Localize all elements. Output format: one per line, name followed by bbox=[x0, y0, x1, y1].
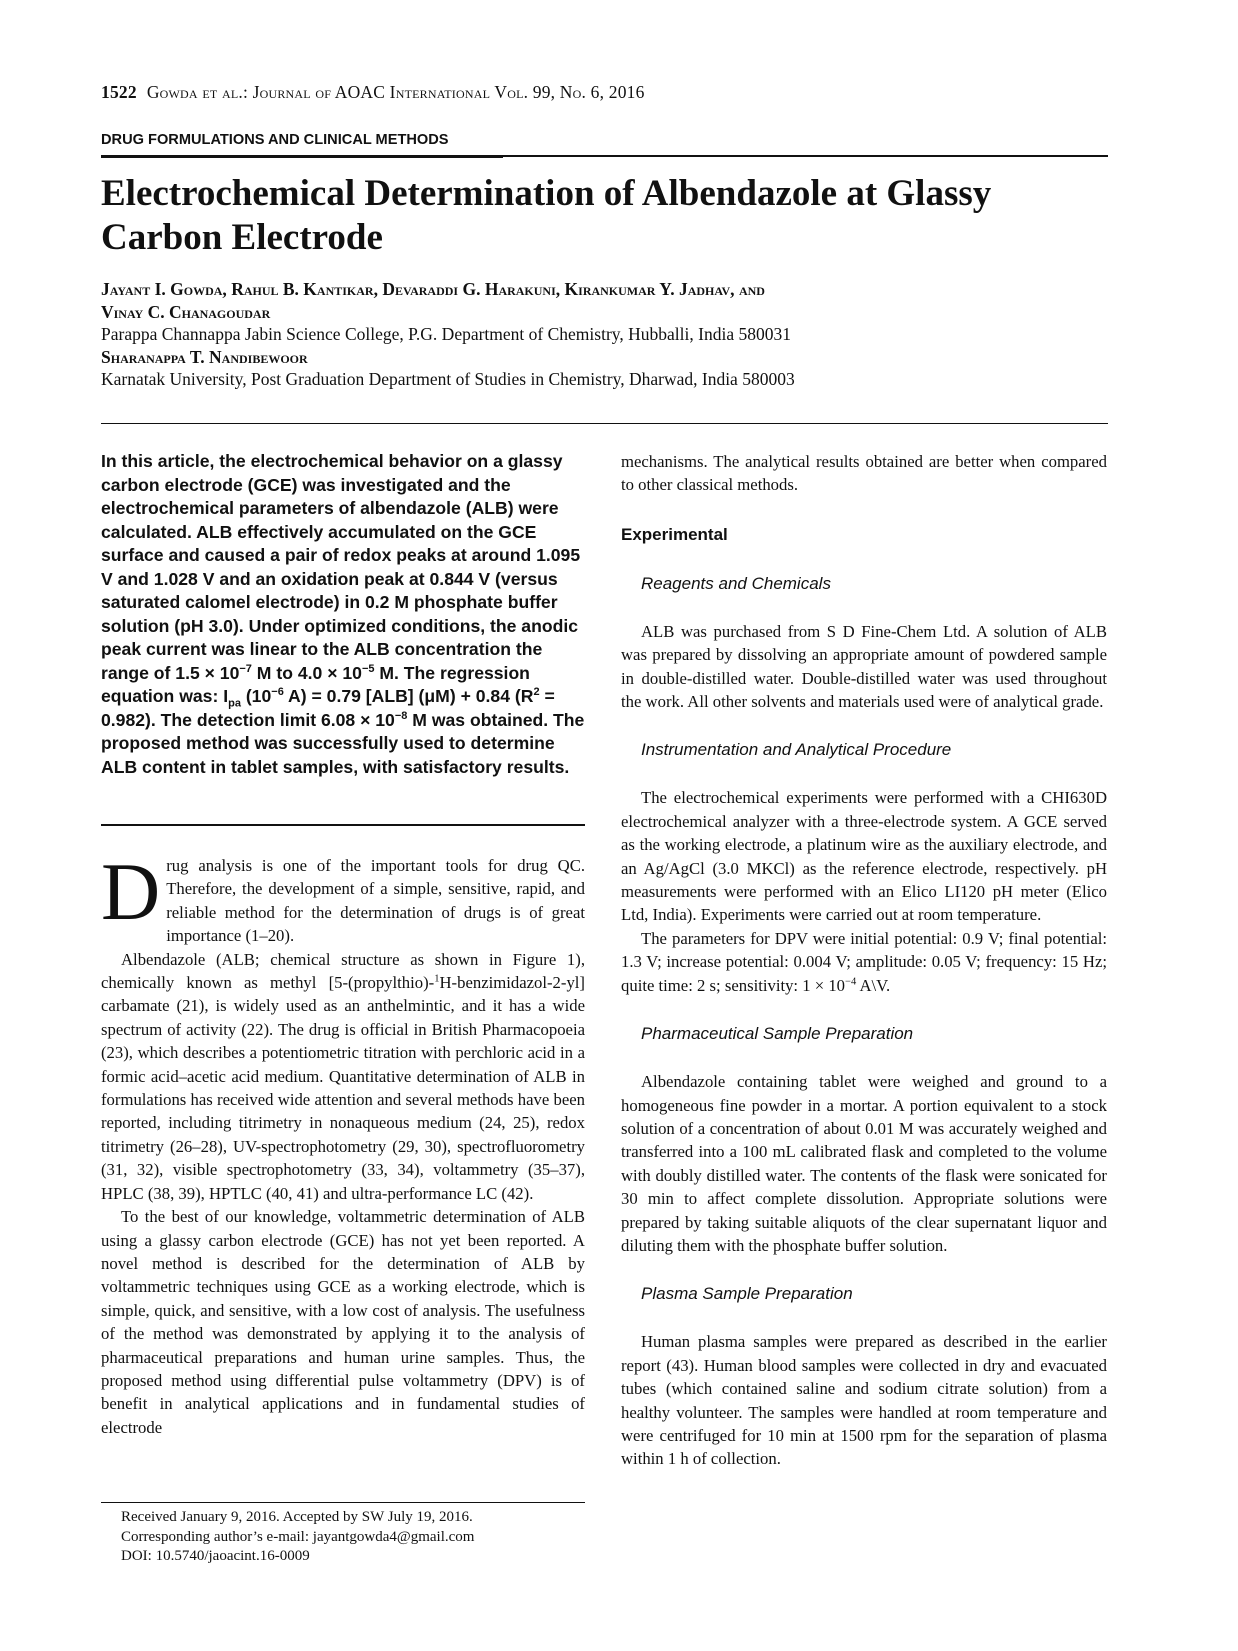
abstract-text: In this article, the electrochemical behavior on a glassy carbon electrode (GCE) was investigated and the electrochemical parameters of albendazole (ALB) were calculated. ALB effectively accumulated on the GCE surface and caused a pair of redox peaks at around 1.095 V and 1.028 V and an oxidation peak at 0.844 V (versus saturated calomel electrode) in 0.2 M phosphate buffer solution (pH 3.0). Under optimized conditions, the anodic peak current was linear to the ALB concentration the range of 1.5 × 10 bbox=[101, 451, 581, 683]
abstract-text: M was obtained. The proposed method was successfully used to determine ALB content in tablet samples, with satisfactory results. bbox=[101, 709, 585, 777]
author-name: Sharanappa T. Nandibewoor bbox=[101, 346, 308, 367]
abstract-text: A) = 0.79 [ALB] (μM) + 0.84 (R bbox=[283, 686, 534, 706]
affiliation-1: Parappa Channappa Jabin Science College, P.G. Department of Chemistry, Hubballi, India 580031 bbox=[101, 324, 791, 344]
subheading-reagents: Reagents and Chemicals bbox=[641, 573, 831, 593]
section-heading-experimental: Experimental bbox=[621, 524, 728, 544]
body-text: Albendazole (ALB; chemical structure as shown in Figure 1), chemically known as methyl [5-(propylthio)- bbox=[101, 949, 585, 993]
section-label: DRUG FORMULATIONS AND CLINICAL METHODS bbox=[101, 132, 449, 148]
drop-cap: D bbox=[101, 846, 161, 937]
intro-paragraph bbox=[101, 846, 585, 948]
article-title bbox=[101, 172, 1101, 260]
author-name: Jayant I. Gowda, bbox=[101, 279, 227, 299]
author-divider bbox=[101, 423, 1108, 424]
body-text: A\V. bbox=[856, 975, 891, 995]
abstract-exponent: −7 bbox=[239, 662, 252, 675]
abstract-exponent: 2 bbox=[533, 686, 540, 699]
footnote-email: Corresponding author’s e-mail: jayantgowda4@gmail.com bbox=[121, 1528, 475, 1545]
superscript: 1 bbox=[434, 973, 440, 985]
author-block bbox=[101, 278, 1108, 391]
author-name: Kirankumar Y. Jadhav, bbox=[564, 279, 735, 299]
page-number: 1522 bbox=[101, 82, 137, 102]
abstract-text: M to 4.0 × 10 bbox=[251, 662, 362, 683]
body-paragraph: To the best of our knowledge, voltammetric determination of ALB using a glassy carbon electrode (GCE) has not yet been reported. A novel method is described for the determination of ALB by voltammetric techniques using GCE as a working electrode, which is simple, quick, and sensitive, with a low cost of analysis. The usefulness of the method was demonstrated by applying it to the analysis of pharmaceutical preparations and human urine samples. Thus, the proposed method using differential pulse voltammetry (DPV) is of benefit in analytical applications and in fundamental studies of electrode bbox=[101, 1207, 585, 1437]
author-conjunction: and bbox=[738, 279, 765, 299]
abstract-text: M. The regression equation was: I bbox=[101, 662, 530, 706]
abstract-subscript: pa bbox=[228, 697, 241, 710]
body-paragraph: Albendazole containing tablet were weighed and ground to a homogeneous fine powder in a mortar. A portion equivalent to a stock solution of a concentration of about 0.01 M was accurately weighed and transferred into a 100 mL calibrated flask and completed to the volume with doubly distilled water. The contents of the flask were sonicated for 30 min to affect complete dissolution. Appropriate solutions were prepared by taking suitable aliquots of the clear supernatant liquor and diluting them with the phosphate buffer solution. bbox=[621, 1072, 1107, 1255]
abstract-divider bbox=[101, 824, 585, 826]
right-column bbox=[621, 450, 1107, 1471]
continuation-paragraph: mechanisms. The analytical results obtained are better when compared to other classical methods. bbox=[621, 452, 1107, 495]
intro-text: rug analysis is one of the important tools for drug QC. Therefore, the development of a simple, sensitive, rapid, and reliable method for the determination of drugs is of great importance (1–20). bbox=[166, 856, 585, 946]
abstract-text: = 0.982). The detection limit 6.08 × 10 bbox=[101, 686, 555, 730]
running-header bbox=[101, 82, 645, 103]
body-text: The parameters for DPV were initial potential: 0.9 V; final potential: 1.3 V; increase potential: 0.004 V; amplitude: 0.05 V; frequency: 15 Hz; quite time: 2 s; sensitivity: 1 × 10 bbox=[621, 928, 1107, 995]
left-column bbox=[101, 846, 585, 1439]
footnote-rule bbox=[101, 1502, 585, 1503]
abstract-exponent: −5 bbox=[361, 662, 375, 675]
author-name: Vinay C. Chanagoudar bbox=[101, 301, 271, 322]
footnote-doi: DOI: 10.5740/jaoacint.16-0009 bbox=[121, 1548, 310, 1564]
body-paragraph bbox=[621, 927, 1107, 997]
author-name: Devaraddi G. Harakuni, bbox=[382, 279, 561, 299]
author-name: Rahul B. Kantikar, bbox=[231, 279, 378, 299]
section-label-underline bbox=[101, 155, 503, 158]
body-text: H-benzimidazol-2-yl] carbamate (21), is widely used as an anthelmintic, and it has a wide spectrum of activity (22). The drug is official in British Pharmacopoeia (23), which describes a potentiometric titration with perchloric acid in a formic acid–acetic acid medium. Quantitative determination of ALB in formulations has received wide attention and several methods have been reported, including titrimetry in nonaqueous medium (24, 25), redox titrimetry (26–28), UV-spectrophotometry (29, 30), spectrofluorometry (31, 32), visible spectrophotometry (33, 34), voltammetry (35–37), HPLC (38, 39), HPTLC (40, 41) and ultra-performance LC (42). bbox=[101, 973, 585, 1203]
affiliation-2: Karnatak University, Post Graduation Department of Studies in Chemistry, Dharwad, India 580003 bbox=[101, 369, 795, 389]
footnotes bbox=[121, 1508, 591, 1567]
body-paragraph: Human plasma samples were prepared as described in the earlier report (43). Human blood samples were collected in dry and evacuated tubes (which contained saline and sodium citrate solution) from a healthy volunteer. The samples were handled at room temperature and were centrifuged for 10 min at 1500 rpm for the separation of plasma within 1 h of collection. bbox=[621, 1332, 1107, 1469]
title-line-1: Electrochemical Determination of Albendazole at Glassy bbox=[101, 173, 992, 214]
footnote-received: Received January 9, 2016. Accepted by SW July 19, 2016. bbox=[121, 1509, 473, 1525]
abstract-exponent: −8 bbox=[394, 709, 408, 722]
abstract-exponent: −6 bbox=[271, 686, 284, 699]
body-paragraph: The electrochemical experiments were performed with a CHI630D electrochemical analyzer with a three-electrode system. A GCE served as the working electrode, a platinum wire as the auxiliary electrode, and an Ag/AgCl (3.0 MKCl) as the reference electrode, respectively. pH measurements were performed with an Elico LI120 pH meter (Elico Ltd, India). Experiments were carried out at room temperature. bbox=[621, 788, 1107, 925]
subheading-pharmaceutical: Pharmaceutical Sample Preparation bbox=[641, 1024, 914, 1044]
subheading-plasma: Plasma Sample Preparation bbox=[641, 1284, 853, 1304]
body-paragraph bbox=[101, 948, 585, 1205]
superscript: −4 bbox=[845, 976, 857, 988]
title-line-2: Carbon Electrode bbox=[101, 217, 383, 258]
abstract-text: (10 bbox=[240, 686, 272, 706]
subheading-instrumentation: Instrumentation and Analytical Procedure bbox=[641, 740, 952, 760]
body-paragraph: ALB was purchased from S D Fine-Chem Ltd. A solution of ALB was prepared by dissolving an appropriate amount of powdered sample in double-distilled water. Double-distilled water was used throughout the work. All other solvents and materials used were of analytical grade. bbox=[621, 621, 1107, 712]
running-title: Gowda et al.: Journal of AOAC International Vol. 99, No. 6, 2016 bbox=[146, 82, 645, 102]
abstract bbox=[101, 450, 591, 779]
